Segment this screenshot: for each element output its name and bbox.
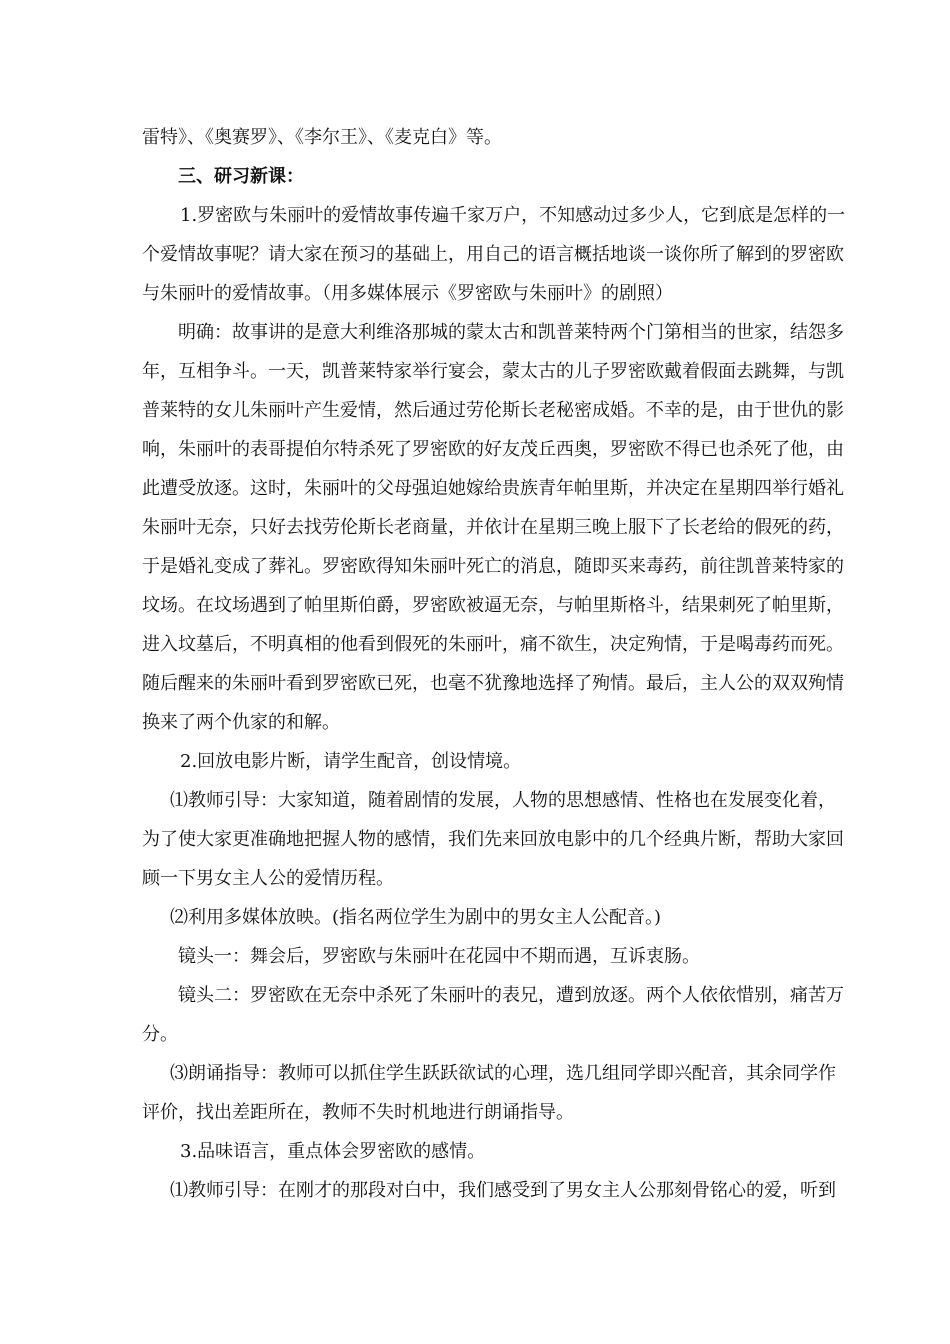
paragraph-line: ⑴教师引导：大家知道，随着剧情的发展，人物的思想感情、性格也在发展变化着， <box>170 790 836 811</box>
text-line: 雷特》、《奥赛罗》、《李尔王》、《麦克白》等。 <box>142 127 502 148</box>
paragraph-line: 换来了两个仇家的和解。 <box>142 712 340 733</box>
section-heading: 三、研习新课： <box>178 166 304 187</box>
paragraph-line: 评价，找出差距所在，教师不失时机地进行朗诵指导。 <box>142 1102 574 1123</box>
paragraph-line: 镜头一：舞会后，罗密欧与朱丽叶在花园中不期而遇，互诉衷肠。 <box>178 946 700 967</box>
paragraph-line: 1.罗密欧与朱丽叶的爱情故事传遍千家万户，不知感动过多少人，它到底是怎样的一 <box>180 205 846 226</box>
paragraph-line: 3.品味语言，重点体会罗密欧的感情。 <box>180 1141 486 1162</box>
paragraph-line: 朱丽叶无奈，只好去找劳伦斯长老商量，并依计在星期三晚上服下了长老给的假死的药， <box>142 517 844 538</box>
paragraph-line: ⑴教师引导：在刚才的那段对白中，我们感受到了男女主人公那刻骨铭心的爱，听到 <box>170 1180 836 1201</box>
paragraph-line: 为了使大家更准确地把握人物的感情，我们先来回放电影中的几个经典片断，帮助大家回 <box>142 829 844 850</box>
paragraph-line: 此遭受放逐。这时，朱丽叶的父母强迫她嫁给贵族青年帕里斯，并决定在星期四举行婚礼 <box>142 478 844 499</box>
paragraph-line: 2.回放电影片断，请学生配音，创设情境。 <box>180 751 522 772</box>
paragraph-line: 于是婚礼变成了葬礼。罗密欧得知朱丽叶死亡的消息，随即买来毒药，前往凯普莱特家的 <box>142 556 844 577</box>
paragraph-line: 坟场。在坟场遇到了帕里斯伯爵，罗密欧被逼无奈，与帕里斯格斗，结果刺死了帕里斯， <box>142 595 844 616</box>
paragraph-line: 随后醒来的朱丽叶看到罗密欧已死，也毫不犹豫地选择了殉情。最后，主人公的双双殉情 <box>142 673 844 694</box>
paragraph-line: 顾一下男女主人公的爱情历程。 <box>142 868 394 889</box>
paragraph-line: 进入坟墓后，不明真相的他看到假死的朱丽叶，痛不欲生，决定殉情，于是喝毒药而死。 <box>142 634 844 655</box>
paragraph-line: 与朱丽叶的爱情故事。（用多媒体展示《罗密欧与朱丽叶》的剧照） <box>142 283 673 304</box>
paragraph-line: 响，朱丽叶的表哥提伯尔特杀死了罗密欧的好友茂丘西奥，罗密欧不得已也杀死了他，由 <box>142 439 844 460</box>
paragraph-line: ⑶朗诵指导：教师可以抓住学生跃跃欲试的心理，选几组同学即兴配音，其余同学作 <box>170 1063 836 1084</box>
paragraph-line: ⑵利用多媒体放映。(指名两位学生为剧中的男女主人公配音。) <box>170 907 662 928</box>
paragraph-line: 镜头二：罗密欧在无奈中杀死了朱丽叶的表兄，遭到放逐。两个人依依惜别，痛苦万 <box>178 985 844 1006</box>
paragraph-line: 分。 <box>142 1024 178 1045</box>
paragraph-line: 明确：故事讲的是意大利维洛那城的蒙太古和凯普莱特两个门第相当的世家，结怨多 <box>178 322 844 343</box>
paragraph-line: 年，互相争斗。一天，凯普莱特家举行宴会，蒙太古的儿子罗密欧戴着假面去跳舞，与凯 <box>142 361 844 382</box>
paragraph-line: 个爱情故事呢？请大家在预习的基础上，用自己的语言概括地谈一谈你所了解到的罗密欧 <box>142 244 844 265</box>
paragraph-line: 普莱特的女儿朱丽叶产生爱情，然后通过劳伦斯长老秘密成婚。不幸的是，由于世仇的影 <box>142 400 844 421</box>
document-page <box>142 118 846 1210</box>
